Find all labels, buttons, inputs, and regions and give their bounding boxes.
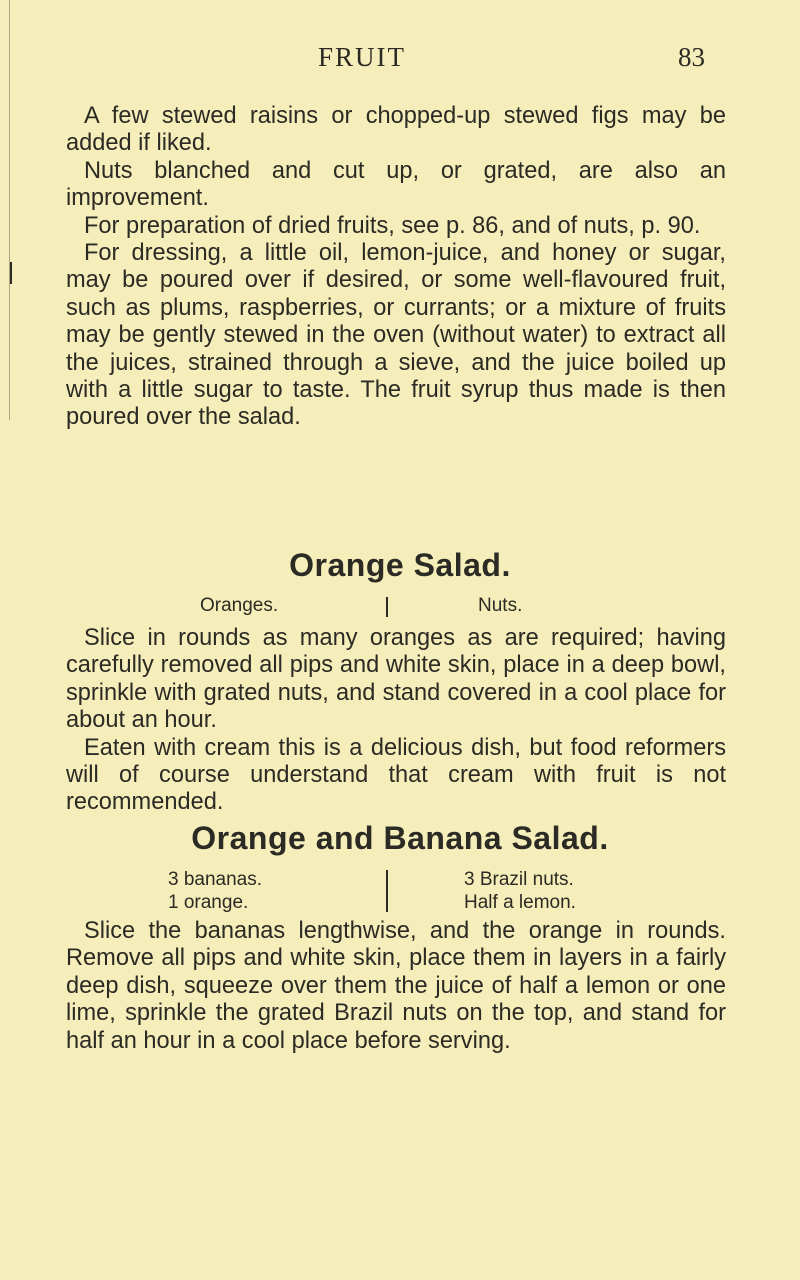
paragraph: A few stewed raisins or chopped-up stewed figs may be added if liked. bbox=[66, 103, 726, 157]
intro-text bbox=[66, 103, 726, 432]
ingredient-item: 3 bananas. bbox=[168, 869, 263, 890]
paragraph: For preparation of dried fruits, see p. 86, and of nuts, p. 90. bbox=[84, 212, 701, 239]
paragraph: Nuts blanched and cut up, or grated, are also an improvement. bbox=[66, 157, 726, 212]
ingredient-divider bbox=[386, 870, 388, 912]
page-edge-mark bbox=[10, 262, 12, 284]
orange-salad-method bbox=[66, 625, 726, 817]
recipe-heading-orange-banana-salad: Orange and Banana Salad. bbox=[191, 820, 609, 856]
ingredient-list-orange-salad bbox=[0, 595, 800, 619]
ingredient-item: 3 Brazil nuts. bbox=[464, 869, 574, 890]
ingredient-list-orange-banana-salad bbox=[0, 868, 800, 916]
ingredient-right: Nuts. bbox=[478, 595, 523, 616]
orange-banana-salad-method bbox=[66, 918, 726, 1055]
running-head bbox=[0, 42, 800, 82]
page-number: 83 bbox=[678, 42, 705, 72]
paragraph: For dressing, a little oil, lemon-juice, and honey or sugar, may be poured over if desired, or some well-flavoured fruit, such as plums, raspberries, or currants; or a mixture of fruits may be gently stewed in the oven (without water) to extract all the juices, strained through a sieve, and the juice boiled up with a little sugar to taste. The fruit syrup thus made is then poured over the salad. bbox=[66, 240, 726, 431]
recipe-heading-orange-salad: Orange Salad. bbox=[289, 547, 511, 583]
ingredient-right-column bbox=[464, 868, 576, 914]
ingredient-item: 1 orange. bbox=[168, 892, 249, 913]
running-head-title: FRUIT bbox=[318, 42, 407, 72]
ingredient-item: Half a lemon. bbox=[464, 892, 576, 913]
paragraph: Slice the bananas lengthwise, and the orange in rounds. Remove all pips and white skin, place them in layers in a fairly deep dish, squeeze over them the juice of half a lemon or one lime, sprinkle the grated Brazil nuts on the top, and stand for half an hour in a cool place before serving. bbox=[66, 918, 726, 1054]
paragraph: Slice in rounds as many oranges as are required; having carefully removed all pips and white skin, place in a deep bowl, sprinkle with grated nuts, and stand covered in a cool place for about an hour. bbox=[66, 625, 726, 734]
ingredient-divider bbox=[386, 597, 388, 617]
paragraph: Eaten with cream this is a delicious dish, but food reformers will of course understand that cream with fruit is not recommended. bbox=[66, 734, 726, 816]
ingredient-left: Oranges. bbox=[200, 595, 279, 616]
ingredient-left-column bbox=[168, 868, 262, 914]
